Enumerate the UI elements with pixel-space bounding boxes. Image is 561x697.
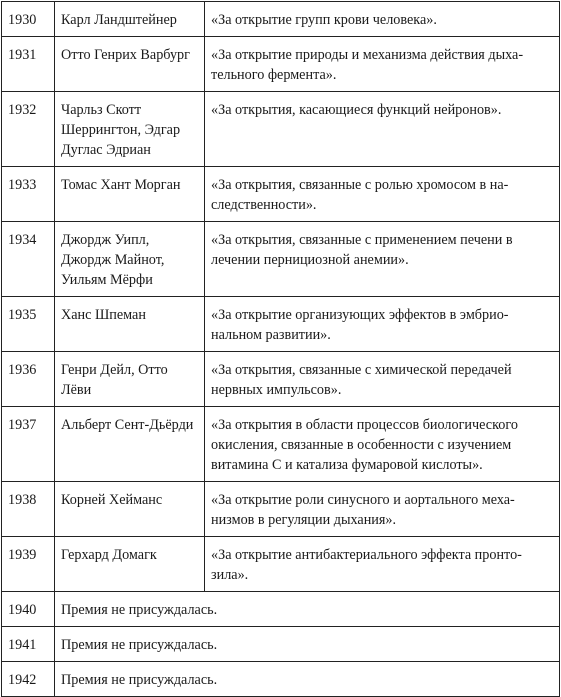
citation-cell [205, 167, 560, 222]
table-row [2, 167, 560, 222]
no-award-note: Премия не присуждалась. [55, 662, 560, 697]
laureate-cell [55, 537, 205, 592]
year-cell: 1937 [2, 407, 55, 482]
table-body [2, 2, 560, 697]
year-cell: 1942 [2, 662, 55, 697]
citation-line: «За открытие групп крови человека». [211, 12, 437, 28]
laureate-name-line: Отто Генрих Варбург [61, 47, 190, 63]
laureate-name-line: Шеррингтон, Эдгар [61, 122, 181, 138]
laureate-name-line: Джордж Уипл, [61, 232, 150, 248]
laureate-name-line: Генри Дейл, Отто [61, 362, 168, 378]
laureate-name-line: Джордж Майнот, [61, 252, 165, 268]
year-cell: 1930 [2, 2, 55, 37]
laureate-cell [55, 222, 205, 297]
citation-line: тельного фермента». [211, 67, 337, 83]
no-award-note: Премия не присуждалась. [55, 627, 560, 662]
table-row [2, 92, 560, 167]
citation-line: «За открытия, касающиеся функций нейронов». [211, 102, 502, 118]
citation-cell [205, 2, 560, 37]
laureate-name-line: Герхард Домагк [61, 547, 157, 563]
table-row [2, 352, 560, 407]
citation-line: нальном развитии». [211, 327, 331, 343]
laureate-cell [55, 167, 205, 222]
laureate-cell [55, 92, 205, 167]
table-row [2, 662, 560, 697]
laureate-name-line: Карл Ландштейнер [61, 12, 177, 28]
laureate-cell [55, 2, 205, 37]
laureate-cell [55, 352, 205, 407]
citation-line: низмов в регуляции дыхания». [211, 512, 397, 528]
laureate-name-line: Чарльз Скотт [61, 102, 142, 118]
citation-cell [205, 482, 560, 537]
laureate-name-line: Дуглас Эдриан [61, 142, 151, 158]
laureate-name-line: Томас Хант Морган [61, 177, 181, 193]
year-cell: 1940 [2, 592, 55, 627]
table-row [2, 537, 560, 592]
year-cell: 1934 [2, 222, 55, 297]
citation-line: «За открытие антибактериального эффекта пронто- [211, 547, 522, 563]
citation-line: «За открытия, связанные с применением печени в [211, 232, 513, 248]
table-row [2, 592, 560, 627]
citation-line: окисления, связанные в особенности с изучением [211, 437, 512, 453]
table-row [2, 222, 560, 297]
year-cell: 1939 [2, 537, 55, 592]
year-cell: 1931 [2, 37, 55, 92]
citation-line: витамина С и катализа фумаровой кислоты». [211, 457, 483, 473]
citation-cell [205, 92, 560, 167]
citation-cell [205, 37, 560, 92]
citation-line: «За открытия, связанные с ролью хромосом в на- [211, 177, 509, 193]
citation-line: лечении пернициозной анемии». [211, 252, 409, 268]
citation-line: «За открытие природы и механизма действия дыха- [211, 47, 524, 63]
laureate-name-line: Лёви [61, 382, 92, 398]
laureate-cell [55, 37, 205, 92]
no-award-note: Премия не присуждалась. [55, 592, 560, 627]
citation-line: следственности». [211, 197, 317, 213]
year-cell: 1933 [2, 167, 55, 222]
citation-line: «За открытие роли синусного и аортального меха- [211, 492, 515, 508]
citation-cell [205, 537, 560, 592]
citation-line: «За открытия, связанные с химической передачей [211, 362, 512, 378]
year-cell: 1941 [2, 627, 55, 662]
laureate-cell [55, 297, 205, 352]
table-row [2, 297, 560, 352]
laureate-cell [55, 482, 205, 537]
citation-line: «За открытия в области процессов биологического [211, 417, 518, 433]
laureate-name-line: Уильям Мёрфи [61, 272, 153, 288]
year-cell: 1932 [2, 92, 55, 167]
table-row [2, 2, 560, 37]
laureate-name-line: Ханс Шпеман [61, 307, 146, 323]
laureate-cell [55, 407, 205, 482]
year-cell: 1936 [2, 352, 55, 407]
citation-line: «За открытие организующих эффектов в эмбрио- [211, 307, 509, 323]
citation-cell [205, 297, 560, 352]
citation-line: зила». [211, 567, 249, 583]
citation-cell [205, 352, 560, 407]
citation-cell [205, 407, 560, 482]
year-cell: 1938 [2, 482, 55, 537]
table-row [2, 37, 560, 92]
year-cell: 1935 [2, 297, 55, 352]
table-row [2, 627, 560, 662]
citation-line: нервных импульсов». [211, 382, 342, 398]
table-row [2, 407, 560, 482]
laureate-name-line: Альберт Сент-Дьёрди [61, 417, 194, 433]
table-row [2, 482, 560, 537]
citation-cell [205, 222, 560, 297]
laureate-name-line: Корней Хейманс [61, 492, 163, 508]
nobel-prize-table [1, 1, 560, 697]
